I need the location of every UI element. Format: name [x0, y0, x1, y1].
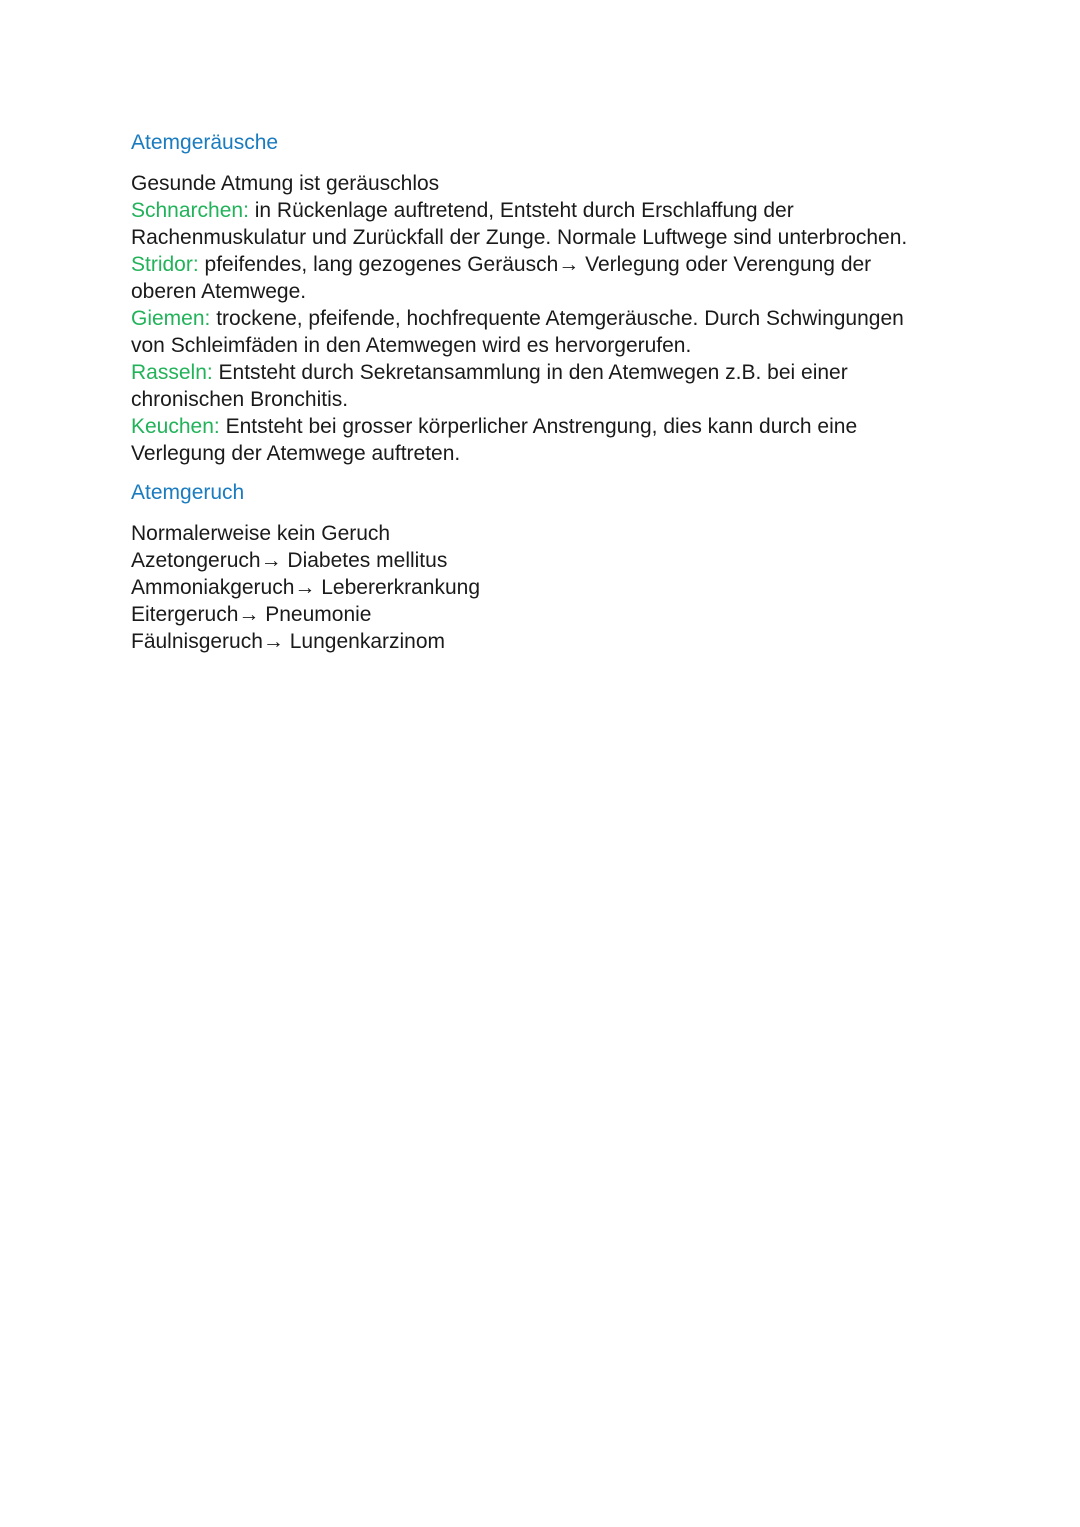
entry-stridor — [131, 251, 1011, 305]
entry-text: pfeifendes, lang gezogenes Geräusch→ Verlegung oder Verengung der — [198, 253, 872, 276]
list-item: Azetongeruch→ Diabetes mellitus — [131, 549, 448, 572]
term-schnarchen: Schnarchen: — [131, 199, 249, 222]
atemgeraeusche-body — [131, 170, 1011, 467]
entry-text: Entsteht bei grosser körperlicher Anstrengung, dies kann durch eine — [219, 415, 858, 438]
entry-schnarchen — [131, 197, 1011, 251]
intro-line: Gesunde Atmung ist geräuschlos — [131, 172, 440, 195]
entry-text: Verlegung der Atemwege auftreten. — [131, 442, 461, 465]
list-item: Ammoniakgeruch→ Lebererkrankung — [131, 576, 481, 599]
list-item: Normalerweise kein Geruch — [131, 522, 391, 545]
entry-text: Entsteht durch Sekretansammlung in den Atemwegen z.B. bei einer — [212, 361, 848, 384]
atemgeruch-body — [131, 520, 1011, 655]
entry-text: chronischen Bronchitis. — [131, 388, 349, 411]
entry-keuchen — [131, 413, 1011, 467]
term-stridor: Stridor: — [131, 253, 199, 276]
entry-giemen — [131, 305, 1011, 359]
heading-atemgeraeusche: Atemgeräusche — [131, 131, 279, 154]
term-giemen: Giemen: — [131, 307, 211, 330]
list-item: Eitergeruch→ Pneumonie — [131, 603, 372, 626]
entry-text: oberen Atemwege. — [131, 280, 307, 303]
list-item: Fäulnisgeruch→ Lungenkarzinom — [131, 630, 446, 653]
heading-atemgeruch: Atemgeruch — [131, 481, 245, 504]
document-page — [131, 128, 1011, 655]
term-rasseln: Rasseln: — [131, 361, 213, 384]
entry-text: in Rückenlage auftretend, Entsteht durch Erschlaffung der — [248, 199, 794, 222]
term-keuchen: Keuchen: — [131, 415, 220, 438]
entry-text: Rachenmuskulatur und Zurückfall der Zunge. Normale Luftwege sind unterbrochen. — [131, 226, 908, 249]
entry-text: trockene, pfeifende, hochfrequente Atemgeräusche. Durch Schwingungen — [210, 307, 904, 330]
entry-text: von Schleimfäden in den Atemwegen wird es hervorgerufen. — [131, 334, 692, 357]
entry-rasseln — [131, 359, 1011, 413]
